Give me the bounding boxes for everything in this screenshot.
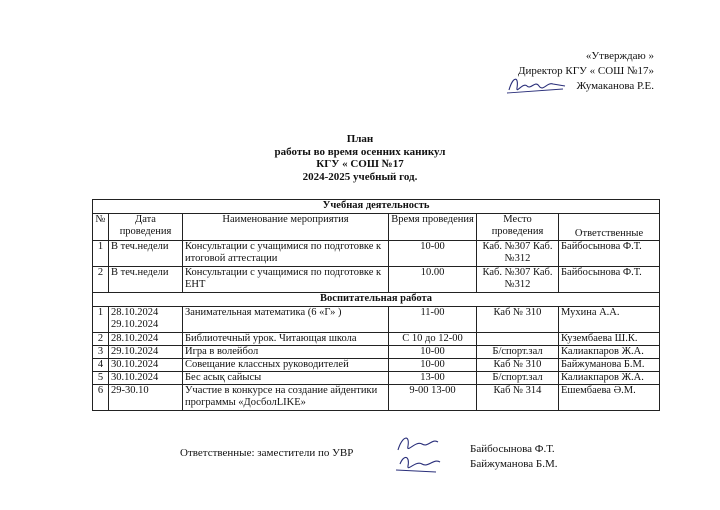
cell-place: Б/спорт.зал xyxy=(477,346,559,359)
cell-num: 1 xyxy=(93,307,109,333)
cell-name: Библиотечный урок. Читающая школа xyxy=(183,333,389,346)
approval-line-1: «Утверждаю » xyxy=(585,50,654,62)
cell-name: Консультации с учащимися по подготовке к ЕНТ xyxy=(183,267,389,293)
table-row xyxy=(93,346,660,359)
cell-name: Занимательная математика (6 «Г» ) xyxy=(183,307,389,333)
cell-date: В теч.недели xyxy=(109,241,183,267)
cell-date: В теч.недели xyxy=(109,267,183,293)
responsible-names xyxy=(470,442,557,472)
cell-time: 10-00 xyxy=(389,359,477,372)
cell-date: 29-30.10 xyxy=(109,385,183,411)
cell-name: Участие в конкурсе на создание айдентики программы «ДосболLIKE» xyxy=(183,385,389,411)
table-row xyxy=(93,372,660,385)
cell-num: 6 xyxy=(93,385,109,411)
cell-date: 29.10.2024 xyxy=(109,346,183,359)
cell-time: 13-00 xyxy=(389,372,477,385)
table-row xyxy=(93,333,660,346)
table-row xyxy=(93,385,660,411)
approval-line-2: Директор КГУ « СОШ №17» xyxy=(518,65,654,77)
responsible-name-2: Байжуманова Б.М. xyxy=(470,458,558,470)
header-date: Дата проведения xyxy=(109,214,183,241)
header-resp: Ответственные xyxy=(559,214,660,241)
table-row xyxy=(93,241,660,267)
deputy-signatures xyxy=(392,432,444,476)
title-line-2: работы во время осенних каникул xyxy=(274,145,446,158)
cell-time: 10.00 xyxy=(389,267,477,293)
cell-resp: Байжуманова Б.М. xyxy=(559,359,660,372)
title-line-1: План xyxy=(346,133,374,145)
responsible-label: Ответственные: заместители по УВР xyxy=(180,447,354,459)
cell-num: 2 xyxy=(93,267,109,293)
header-row xyxy=(93,214,660,241)
cell-name: Игра в волейбол xyxy=(183,346,389,359)
header-place: Место проведения xyxy=(477,214,559,241)
cell-num: 1 xyxy=(93,241,109,267)
director-signature xyxy=(505,72,567,98)
section-title-study: Учебная деятельность xyxy=(93,200,660,214)
cell-name: Совещание классных руководителей xyxy=(183,359,389,372)
cell-resp: Кузембаева Ш.К. xyxy=(559,333,660,346)
cell-resp: Байбосынова Ф.Т. xyxy=(559,241,660,267)
cell-resp: Калиакпаров Ж.А. xyxy=(559,346,660,359)
cell-place xyxy=(477,333,559,346)
cell-resp: Байбосынова Ф.Т. xyxy=(559,267,660,293)
cell-time: 10-00 xyxy=(389,346,477,359)
cell-place: Каб. №307 Каб. №312 xyxy=(477,241,559,267)
table-row xyxy=(93,267,660,293)
cell-place: Б/спорт.зал xyxy=(477,372,559,385)
approval-line-3: Жумаканова Р.Е. xyxy=(576,80,654,92)
title-line-3: КГУ « СОШ №17 xyxy=(316,158,404,170)
table-row xyxy=(93,307,660,333)
table-row xyxy=(93,359,660,372)
cell-num: 4 xyxy=(93,359,109,372)
cell-time: 9-00 13-00 xyxy=(389,385,477,411)
responsible-name-1: Байбосынова Ф.Т. xyxy=(470,443,555,455)
cell-date: 28.10.2024 xyxy=(109,333,183,346)
section-title-education: Воспитательная работа xyxy=(93,293,660,307)
cell-name: Бес асық сайысы xyxy=(183,372,389,385)
cell-place: Каб № 310 xyxy=(477,307,559,333)
cell-time: 10-00 xyxy=(389,241,477,267)
cell-num: 5 xyxy=(93,372,109,385)
cell-resp: Мухина А.А. xyxy=(559,307,660,333)
cell-date: 28.10.2024 29.10.2024 xyxy=(109,307,183,333)
cell-place: Каб № 314 xyxy=(477,385,559,411)
cell-num: 3 xyxy=(93,346,109,359)
title-line-4: 2024-2025 учебный год. xyxy=(302,170,418,183)
plan-table xyxy=(92,199,660,411)
cell-place: Каб № 310 xyxy=(477,359,559,372)
document-title xyxy=(0,133,720,183)
cell-time: 11-00 xyxy=(389,307,477,333)
cell-resp: Ешембаева Ә.М. xyxy=(559,385,660,411)
cell-name: Консультации с учащимися по подготовке к итоговой аттестации xyxy=(183,241,389,267)
section-row-education xyxy=(93,293,660,307)
cell-place: Каб. №307 Каб. №312 xyxy=(477,267,559,293)
section-row-study xyxy=(93,200,660,214)
header-name: Наименование мероприятия xyxy=(183,214,389,241)
cell-date: 30.10.2024 xyxy=(109,359,183,372)
header-time: Время проведения xyxy=(389,214,477,241)
header-num: № xyxy=(93,214,109,241)
cell-num: 2 xyxy=(93,333,109,346)
cell-resp: Калиакпаров Ж.А. xyxy=(559,372,660,385)
cell-date: 30.10.2024 xyxy=(109,372,183,385)
cell-time: С 10 до 12-00 xyxy=(389,333,477,346)
